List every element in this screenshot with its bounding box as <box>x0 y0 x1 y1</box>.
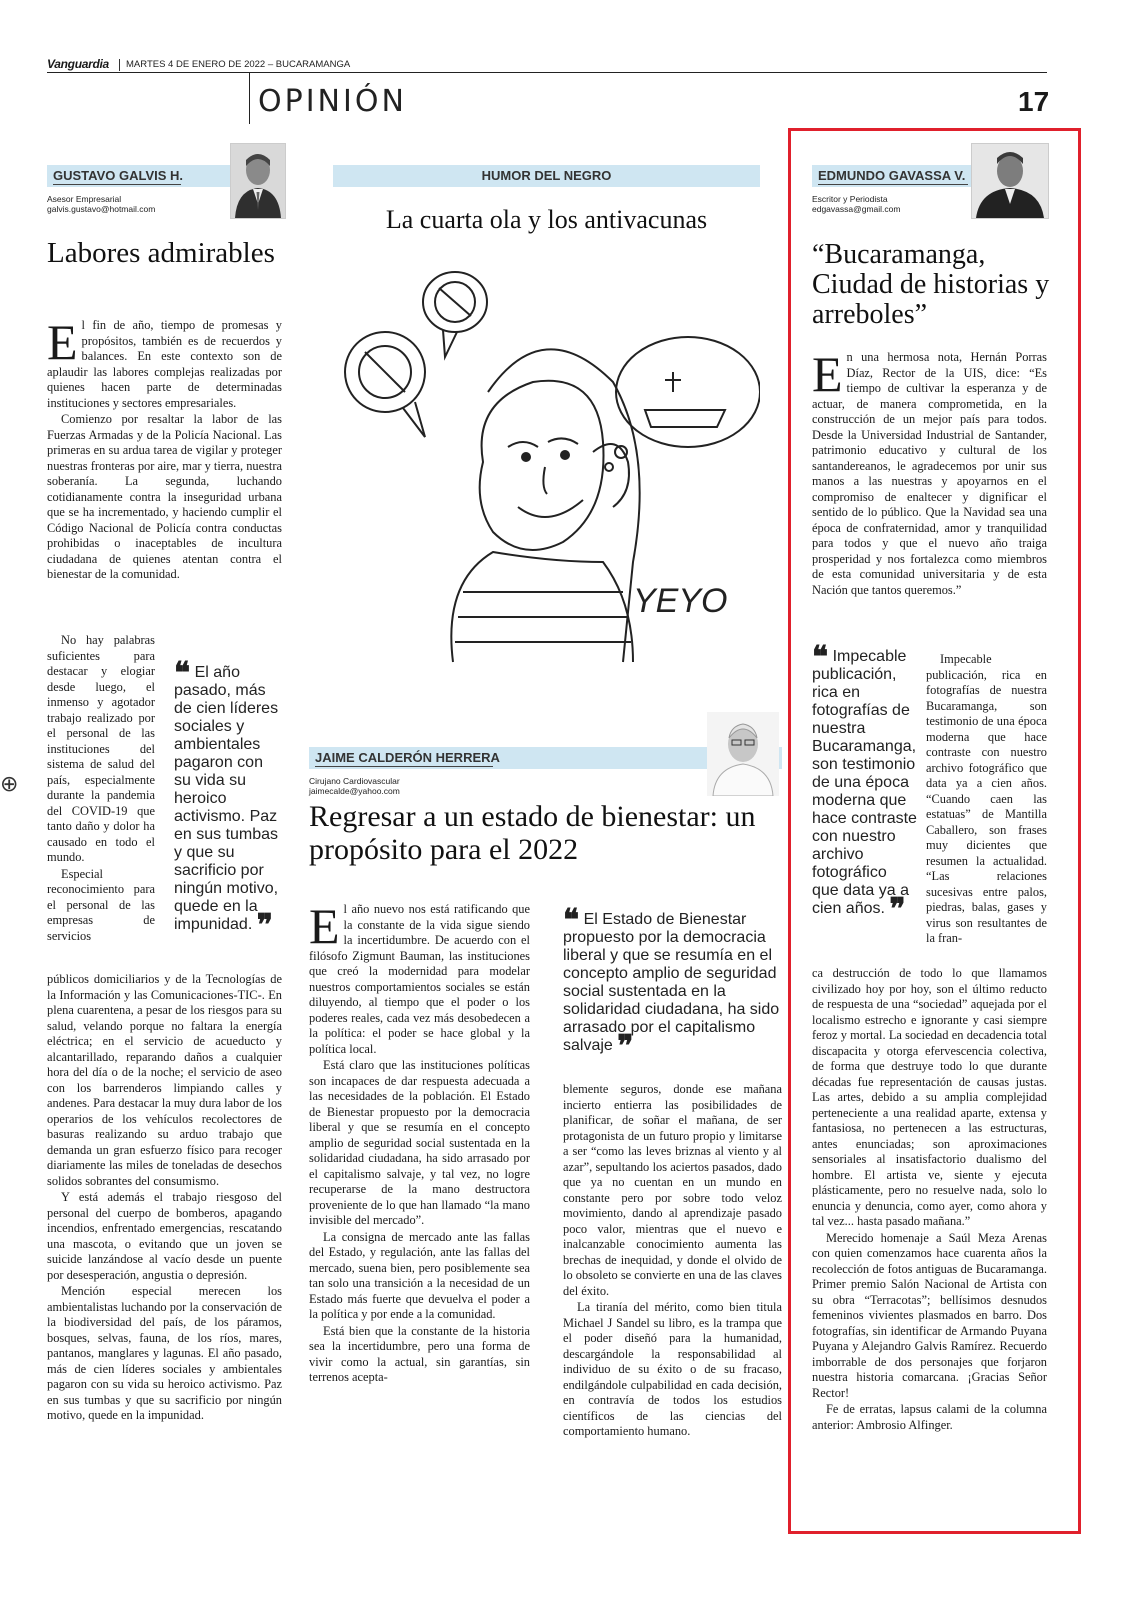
author-photo <box>707 712 779 796</box>
paragraph: Especial reconocimiento para el personal de las empresas de servicios <box>47 866 155 943</box>
author-portrait-icon <box>972 144 1048 218</box>
author-underline <box>315 766 493 767</box>
dropcap: E <box>812 346 843 402</box>
dropcap: E <box>309 898 340 954</box>
masthead-separator <box>119 59 120 71</box>
page-number: 17 <box>1018 86 1050 117</box>
open-quote-icon: ❝ <box>563 903 580 938</box>
author-photo <box>230 143 286 219</box>
dateline: MARTES 4 DE ENERO DE 2022 – BUCARAMANGA <box>126 59 351 70</box>
article-body-narrow <box>926 652 1047 948</box>
author-name: EDMUNDO GAVASSA V. <box>818 168 966 183</box>
author-portrait-icon <box>231 144 285 218</box>
article-body-cont <box>47 972 282 1425</box>
close-quote-icon: ❞ <box>256 908 273 943</box>
registration-mark-icon: ⊕ <box>0 772 19 797</box>
paragraph: públicos domiciliarios y de la Tecnologías de la Información y las Comunicaciones-TIC-. En plena cuarentena, a pesar de los riesgos para su salud, velando porque no faltara la energía eléctrica; en el servicio de acueducto y alcantarillado, reparando daños a cualquier hora del día o de la noche; el servicio de aseo con los barrenderos limpiando calles y andenes. Para destacar la muy dura labor de los operarios de los vehículos recolectores de basuras realizando su arduo trabajo que demanda un gran esfuerzo físico para recoger diariamente las miles de toneladas de desechos solidos sobrantes del consumismo. <box>47 972 282 1188</box>
paragraph: ca destrucción de todo lo que llamamos civilizado hoy por hoy, son el último reducto de respuesta de una “sociedad” aquejada por el localismo estrecho e ignorante y casi siempre feroz y mortal. La sociedad en decadencia total discapacita y otorga efervescencia colectiva, de forma que destruye todo lo que durante décadas fue representación de causas justas. Las artes, debido a su amplia complejidad perteneciente a una realidad aparte, extensa y fantasiosa, no pertenecen a las estructuras, antes enunciadas; son aproximaciones sensoriales al insatisfactorio dualismo del hombre. El artista ve, siente y ejecuta plásticamente, pero no resuelve nada, solo lo enuncia y denuncia, como ayer, como ahora y tal vez... hasta pasado mañana.” <box>812 966 1047 1228</box>
author-email: edgavassa@gmail.com <box>812 204 901 214</box>
pull-quote <box>812 640 917 927</box>
paragraph: No hay palabras suficientes para destacar y elogiar desde luego, el inmenso y agotador trabajo realizado por el personal de las instituciones del sistema de salud del país, especialmente durante la pandemia del COVID-19 que tanto daño y dolor ha causado en todo el mundo. <box>47 633 155 864</box>
section-rule <box>249 72 250 124</box>
author-underline <box>818 184 968 185</box>
author-name: GUSTAVO GALVIS H. <box>53 168 184 183</box>
cartoon-drawing-icon <box>333 262 760 672</box>
author-name: JAIME CALDERÓN HERRERA <box>315 750 500 765</box>
article-body <box>309 898 530 1387</box>
article-body-cont <box>812 966 1047 1434</box>
paragraph: blemente seguros, donde ese mañana incierto entierra las posibilidades de planificar, de soñar el mañana, de ser protagonista de un futuro propio y limitarse a ser “como las leves briznas al viento y al azar”, sepultando los aciertos pasados, dado que ya no cuentan en un mundo en constante pero por sobre todo veloz movimiento, dando al aprendizaje pasado poco valor, mientras que el nuevo e inalcanzable conocimiento aumenta las brechas de inequidad, y donde el olvido de lo obsoleto se convierte en una de las claves del éxito. <box>563 1082 782 1298</box>
cartoon-section-title: HUMOR DEL NEGRO <box>481 168 612 183</box>
article-body-cont <box>563 1082 782 1441</box>
paragraph: Impecable publicación, rica en fotografías de nuestra Bucaramanga, son testimonio de una época moderna que hace contraste con nuestro archivo fotográfico que data ya a cien años. “Cuando caen las estatuas” de Mantilla Caballero, son frases muy dicientes que resumen la actualidad. “Las relaciones sucesivas entre palos, piedras, balas, gases y virus son resultantes de la fran- <box>926 652 1047 945</box>
paragraph <box>47 314 282 411</box>
paragraph: Fe de erratas, lapsus calami de la columna anterior: Ambrosio Alfinger. <box>812 1402 1047 1432</box>
pull-quote-text: El Estado de Bienestar propuesto por la democracia liberal y que se resumía en el concepto amplio de seguridad social sustentada en la solidaridad ciudadana, ha sido arrasado por el capitalismo salvaje <box>563 911 780 1054</box>
open-quote-icon: ❝ <box>812 640 829 675</box>
paragraph-text: l año nuevo nos está ratificando que la constante de la vida sigue siendo la incertidumbre. De acuerdo con el filósofo Zigmunt Bauman, las instituciones que creó la modernidad para modelar nuestros comportamientos sociales se están diluyendo, al tiempo que el poder o los poderes reales, cada vez más desobedecen a la política: el poder se hace global y la política local. <box>309 902 530 1056</box>
open-quote-icon: ❝ <box>174 656 191 691</box>
pull-quote <box>174 656 282 943</box>
article-headline: Labores admirables <box>47 237 275 269</box>
paragraph <box>309 898 530 1057</box>
author-role: Escritor y Periodista <box>812 194 888 204</box>
author-email: galvis.gustavo@hotmail.com <box>47 204 156 214</box>
paragraph: Está bien que la constante de la historia sea la incertidumbre, pero una forma de vivir como la actual, sin garantías, sin terrenos acepta- <box>309 1323 530 1384</box>
section-title: OPINIÓN <box>258 84 407 119</box>
paragraph-text: n una hermosa nota, Hernán Porras Díaz, Rector de la UIS, dice: “Es tiempo de cultivar la esperanza y de actuar, de manera comprometida, en la construcción de un mejor país para todos. Desde la Universidad Industrial de Santander, patrimonio educativo y cultural de los santandereanos, le agradecemos por unir sus manos a las nuestras y apoyarnos en el compromiso de enaltecer y dignificar el sentido de lo público. Que la Navidad sea una época de confraternidad, amor y tranquilidad para todos y que el nuevo año traiga prosperidad y nos fortalezca como miembros de esta comunidad universitaria y de esta Nación que tantos queremos.” <box>812 350 1047 597</box>
paragraph: Comienzo por resaltar la labor de las Fuerzas Armadas y de la Policía Nacional. Las primeras en su ardua tarea de vigilar y proteger nuestras fronteras por aire, mar y tierra, nuestra soberanía. La segunda, luchando cotidianamente contra la inseguridad urbana que se ha incrementado, y haciendo cumplir el Código Nacional de Policía contra conductas prohibidas o inaceptables de incultura ciudadana de quienes atentan contra el bienestar de la comunidad. <box>47 412 282 581</box>
pull-quote-text: Impecable publicación, rica en fotografías de nuestra Bucaramanga, son testimonio de una época moderna que hace contraste con nuestro archivo fotográfico que data ya a cien años. <box>812 648 917 917</box>
brand-logo: Vanguardia <box>47 57 109 71</box>
article-body-narrow <box>47 633 155 945</box>
cartoon-illustration <box>333 262 760 672</box>
pull-quote <box>563 903 782 1064</box>
cartoon-title: La cuarta ola y los antivacunas <box>385 205 708 234</box>
author-role: Asesor Empresarial <box>47 194 122 204</box>
masthead-rule <box>47 72 1047 73</box>
dropcap: E <box>47 314 78 370</box>
paragraph <box>812 346 1047 598</box>
paragraph: Merecido homenaje a Saúl Meza Arenas con quien comenzamos hace cuarenta años la recolección de fotos antiguas de Bucaramanga. Primer premio Salón Nacional de Artista con su obra “Terracotas”; bellísimos desnudos femeninos vivientes plasmados en barro. Dos fotografías, sin identificar de Armando Puyana Puyana y Alejandro Galvis Ramírez. Recuerdo imborrable de dos personajes que forjaron nuestra historia comarcana. ¡Gracias Señor Rector! <box>812 1230 1047 1400</box>
article-body <box>47 314 282 584</box>
paragraph: Y está además el trabajo riesgoso del personal del cuerpo de bomberos, apagando incendios, enfrentado emergencias, rescatando una mascota, o evitando que un joven se suicide lanzándose al vacío desde un puente por desesperación, angustia o depresión. <box>47 1190 282 1282</box>
pull-quote-text: El año pasado, más de cien líderes sociales y ambientales pagaron con su vida su heroico activismo. Paz en sus tumbas y que su sacrificio por ningún motivo, quede en la impunidad. <box>174 664 279 933</box>
article-body <box>812 346 1047 599</box>
article-headline: “Bucaramanga, Ciudad de historias y arreboles” <box>812 239 1050 330</box>
author-email: jaimecalde@yahoo.com <box>309 786 400 796</box>
article-headline: Regresar a un estado de bienestar: un propósito para el 2022 <box>309 800 756 866</box>
paragraph: Está claro que las instituciones políticas son incapaces de dar respuesta adecuada a las necesidades de la población. El Estado de Bienestar propuesto por la democracia liberal y que se resumía en el concepto amplio de seguridad social sustentada en la solidaridad ciudadana, ha sido arrasado por el capitalismo salvaje, y tal vez, no logre recuperarse de la mano destructora proveniente de lo que han llamado “la mano invisible del mercado”. <box>309 1058 530 1227</box>
author-portrait-icon <box>707 712 779 796</box>
author-underline <box>53 184 181 185</box>
cartoon-section-bar <box>333 165 760 187</box>
paragraph: La consigna de mercado ante las fallas del Estado, y regulación, ante las fallas del mercado, suena bien, pero posiblemente sea tan solo una transición a la necesidad de un Estado más fuerte que devuelva el poder a la política y por ende a la comunidad. <box>309 1229 530 1321</box>
paragraph: Mención especial merecen los ambientalistas luchando por la conservación de la biodiversidad del país, de los páramos, bosques, selvas, fauna, de los ríos, mares, pantanos, manglares y lagunas. El año pasado, más de cien líderes sociales y ambientales pagaron con su vida su heroico activismo. Paz en sus tumbas y que su sacrificio por ningún motivo, quede en la impunidad. <box>47 1284 282 1422</box>
cartoon-signature: YEYO <box>633 582 728 620</box>
close-quote-icon: ❞ <box>617 1029 634 1064</box>
author-photo <box>971 143 1049 219</box>
author-role: Cirujano Cardiovascular <box>309 776 400 786</box>
paragraph-text: l fin de año, tiempo de promesas y propósitos, también es de recuerdos y balances. En este contexto son de aplaudir las labores complejas realizadas por quienes hacen parte de determinadas instituciones y sectores empresariales. <box>47 318 282 410</box>
paragraph: La tiranía del mérito, como bien titula Michael J Sandel su libro, es la trampa que el poder diseñó para la humanidad, descargándole la responsabilidad al individuo de su éxito o de su fracaso, endilgándole culpabilidad en cada decisión, en contravía de todos los estudios científicos de las ciencias del comportamiento humano. <box>563 1300 782 1438</box>
close-quote-icon: ❞ <box>889 892 906 927</box>
